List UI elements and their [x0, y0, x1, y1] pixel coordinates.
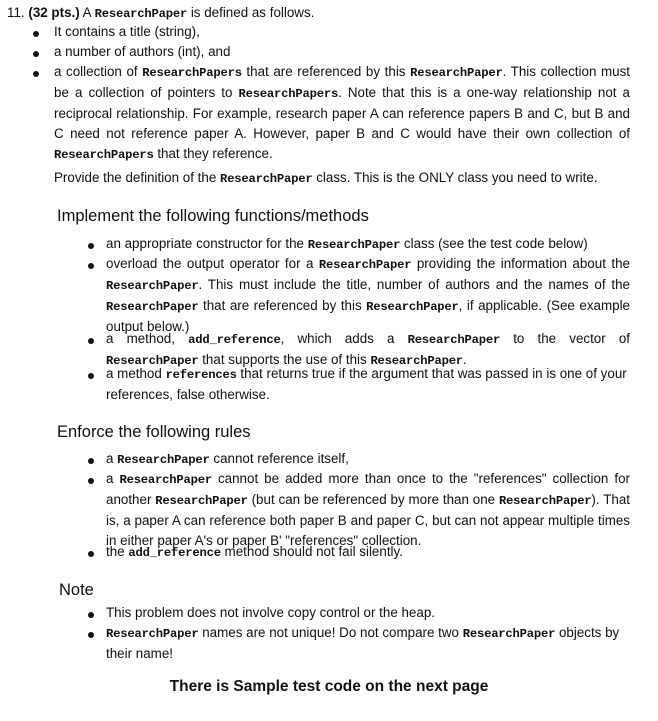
rule-no-duplicates: a ResearchPaper cannot be added more than once to the "references" collection for another ResearchPaper (but can be referenced by more than one ResearchPaper). That is, a paper A can reference both paper B and paper C, but can not appear multiple times in either paper A's or paper B' "references" collection. — [106, 471, 631, 548]
spec-item-collection: a collection of ResearchPapers that are referenced by this ResearchPaper. This collection must be a collection of pointers to ResearchPapers. Note that this is a one-way relationship not a reciprocal relationship. For example, research paper A can reference papers B and C, but B and C need not reference paper A. However, paper B and C would have their own collection of ResearchPapers that they reference. — [54, 64, 631, 162]
bullet-icon — [88, 551, 94, 557]
bullet-icon — [88, 338, 94, 344]
implement-output-operator: overload the output operator for a ResearchPaper providing the information about the ResearchPaper. This must include the title, number of authors and the names of the ResearchPaper that are referenced by this ResearchPaper, if applicable. (See example output below.) — [106, 256, 630, 334]
question-number: 11. — [7, 5, 25, 20]
bullet-icon — [33, 71, 39, 77]
bullet-icon — [88, 243, 94, 249]
rule-fail-loudly: the add_reference method should not fail silently. — [106, 544, 403, 560]
enforce-heading: Enforce the following rules — [57, 423, 251, 441]
bullet-icon — [88, 263, 94, 269]
note-names-not-unique: ResearchPaper names are not unique! Do not compare two ResearchPaper objects by their name! — [106, 625, 620, 661]
bullet-icon — [33, 51, 39, 57]
bullet-icon — [33, 31, 39, 37]
spec-item-title: It contains a title (string), — [54, 24, 200, 39]
bullet-icon — [88, 632, 94, 638]
spec-item-authors: a number of authors (int), and — [54, 44, 231, 59]
note-no-copy-control: This problem does not involve copy control or the heap. — [106, 605, 435, 620]
implement-heading: Implement the following functions/methods — [57, 207, 369, 225]
bullet-icon — [88, 478, 94, 484]
footer-note: There is Sample test code on the next page — [169, 678, 489, 695]
rule-no-self-reference: a ResearchPaper cannot reference itself, — [106, 451, 349, 467]
provide-instruction: Provide the definition of the ResearchPaper class. This is the ONLY class you need to write. — [54, 170, 598, 186]
implement-references: a method references that returns true if the argument that was passed in is one of your references, false otherwise. — [106, 366, 627, 402]
note-heading: Note — [59, 581, 94, 599]
implement-constructor: an appropriate constructor for the ResearchPaper class (see the test code below) — [106, 236, 588, 252]
implement-add-reference: a method, add_reference, which adds a ResearchPaper to the vector of ResearchPaper that supports the use of this ResearchPaper. — [106, 331, 631, 368]
bullet-icon — [88, 458, 94, 464]
points-label: (32 pts.) — [28, 5, 80, 20]
question-intro: 11. (32 pts.) A ResearchPaper is defined as follows. — [7, 5, 315, 21]
bullet-icon — [88, 612, 94, 618]
class-name: ResearchPaper — [94, 7, 188, 21]
bullet-icon — [88, 373, 94, 379]
